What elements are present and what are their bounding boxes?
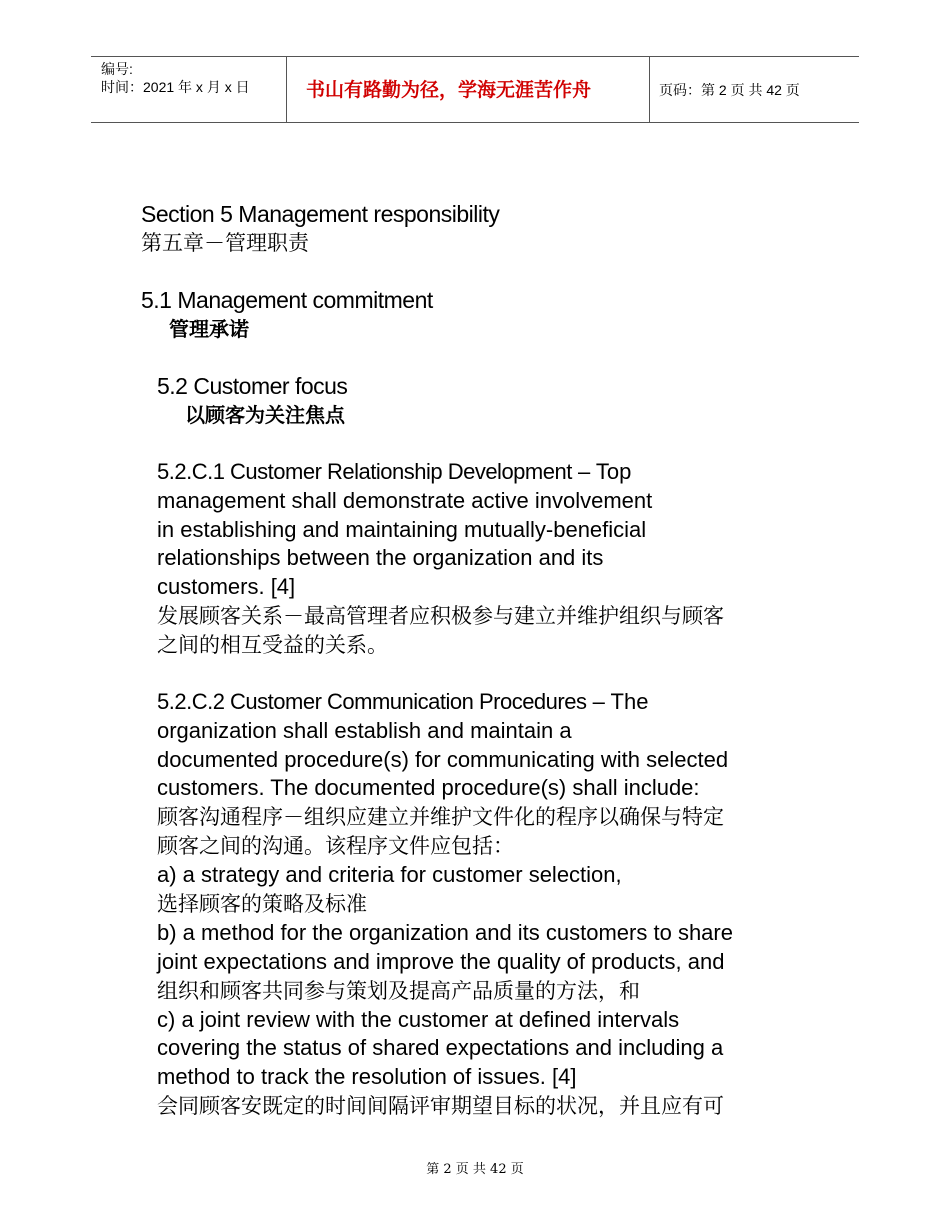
s52c2-item-a: a) a strategy and criteria for customer selection, [157, 862, 622, 888]
s52c2-item-c-2: covering the status of shared expectations and including a [157, 1035, 724, 1061]
s52c2-line-3: customers. The documented procedure(s) shall include: [157, 775, 700, 801]
header-divider-1 [286, 56, 287, 123]
s52c1-line-1: management shall demonstrate active involvement [157, 487, 653, 513]
s52c1-line-2: in establishing and maintaining mutually-beneficial [157, 516, 647, 542]
section-title-en: Section 5 Management responsibility [141, 201, 500, 227]
page-footer: 第 2 页 共 42 页 [426, 1162, 524, 1177]
document-body [141, 200, 841, 1121]
s52c1-cn-line-1: 之间的相互受益的关系。 [157, 632, 388, 657]
s52c2-cn-line-0: 顾客沟通程序－组织应建立并维护文件化的程序以确保与特定 [157, 805, 724, 830]
s52c2-line-0: – The [586, 688, 649, 714]
section-title-cn: 第五章－管理职责 [141, 231, 309, 255]
s52c1-heading: 5.2.C.1 Customer Relationship Development [157, 459, 572, 484]
s52-title-cn: 以顾客为关注焦点 [185, 403, 345, 427]
header-motto: 书山有路勤为径，学海无涯苦作舟 [306, 79, 592, 101]
s52c2-line-2: documented procedure(s) for communicating with selected [157, 746, 729, 772]
s52c2-item-c-3: method to track the resolution of issues. [4] [157, 1064, 577, 1090]
s52c2-item-a-cn: 选择顾客的策略及标准 [157, 891, 367, 916]
header-page-code: 页码：第 2 页 共 42 页 [659, 82, 800, 98]
s52c1-cn-line-0: 发展顾客关系－最高管理者应积极参与建立并维护组织与顾客 [157, 603, 724, 628]
header-bottom-border [91, 122, 859, 123]
header-top-border [91, 56, 859, 57]
s52c1-line-4: customers. [4] [157, 574, 296, 600]
s52c2-item-b-cn: 组织和顾客共同参与策划及提高产品质量的方法，和 [157, 978, 640, 1003]
s52c2-paragraph [157, 688, 841, 803]
s52c2-line-1: organization shall establish and maintain a [157, 717, 572, 743]
s52c1-paragraph [157, 458, 841, 602]
s52c1-line-3: relationships between the organization and its [157, 545, 604, 571]
header-time-label: 时间：2021 年 x 月 x 日 [101, 79, 250, 95]
s51-title-cn: 管理承诺 [169, 317, 249, 341]
header-number-label: 编号: [101, 61, 133, 77]
s52-block [141, 372, 841, 1121]
s52c2-item-c-cn: 会同顾客安既定的时间间隔评审期望目标的状况，并且应有可 [157, 1093, 724, 1118]
header-divider-2 [649, 56, 650, 123]
s52-title-en: 5.2 Customer focus [157, 373, 348, 399]
s51-title-en: 5.1 Management commitment [141, 287, 433, 313]
s52c2-item-b-1: b) a method for the organization and its customers to share [157, 919, 733, 945]
s52c2-cn-line-1: 顾客之间的沟通。该程序文件应包括： [157, 834, 514, 859]
s52c2-heading: 5.2.C.2 Customer Communication Procedures [157, 688, 587, 714]
s52c2-item-c-1: c) a joint review with the customer at defined intervals [157, 1006, 680, 1032]
s52c1-line-0: – Top [571, 459, 632, 484]
s52c2-item-b-2: joint expectations and improve the quality of products, and [157, 948, 725, 974]
